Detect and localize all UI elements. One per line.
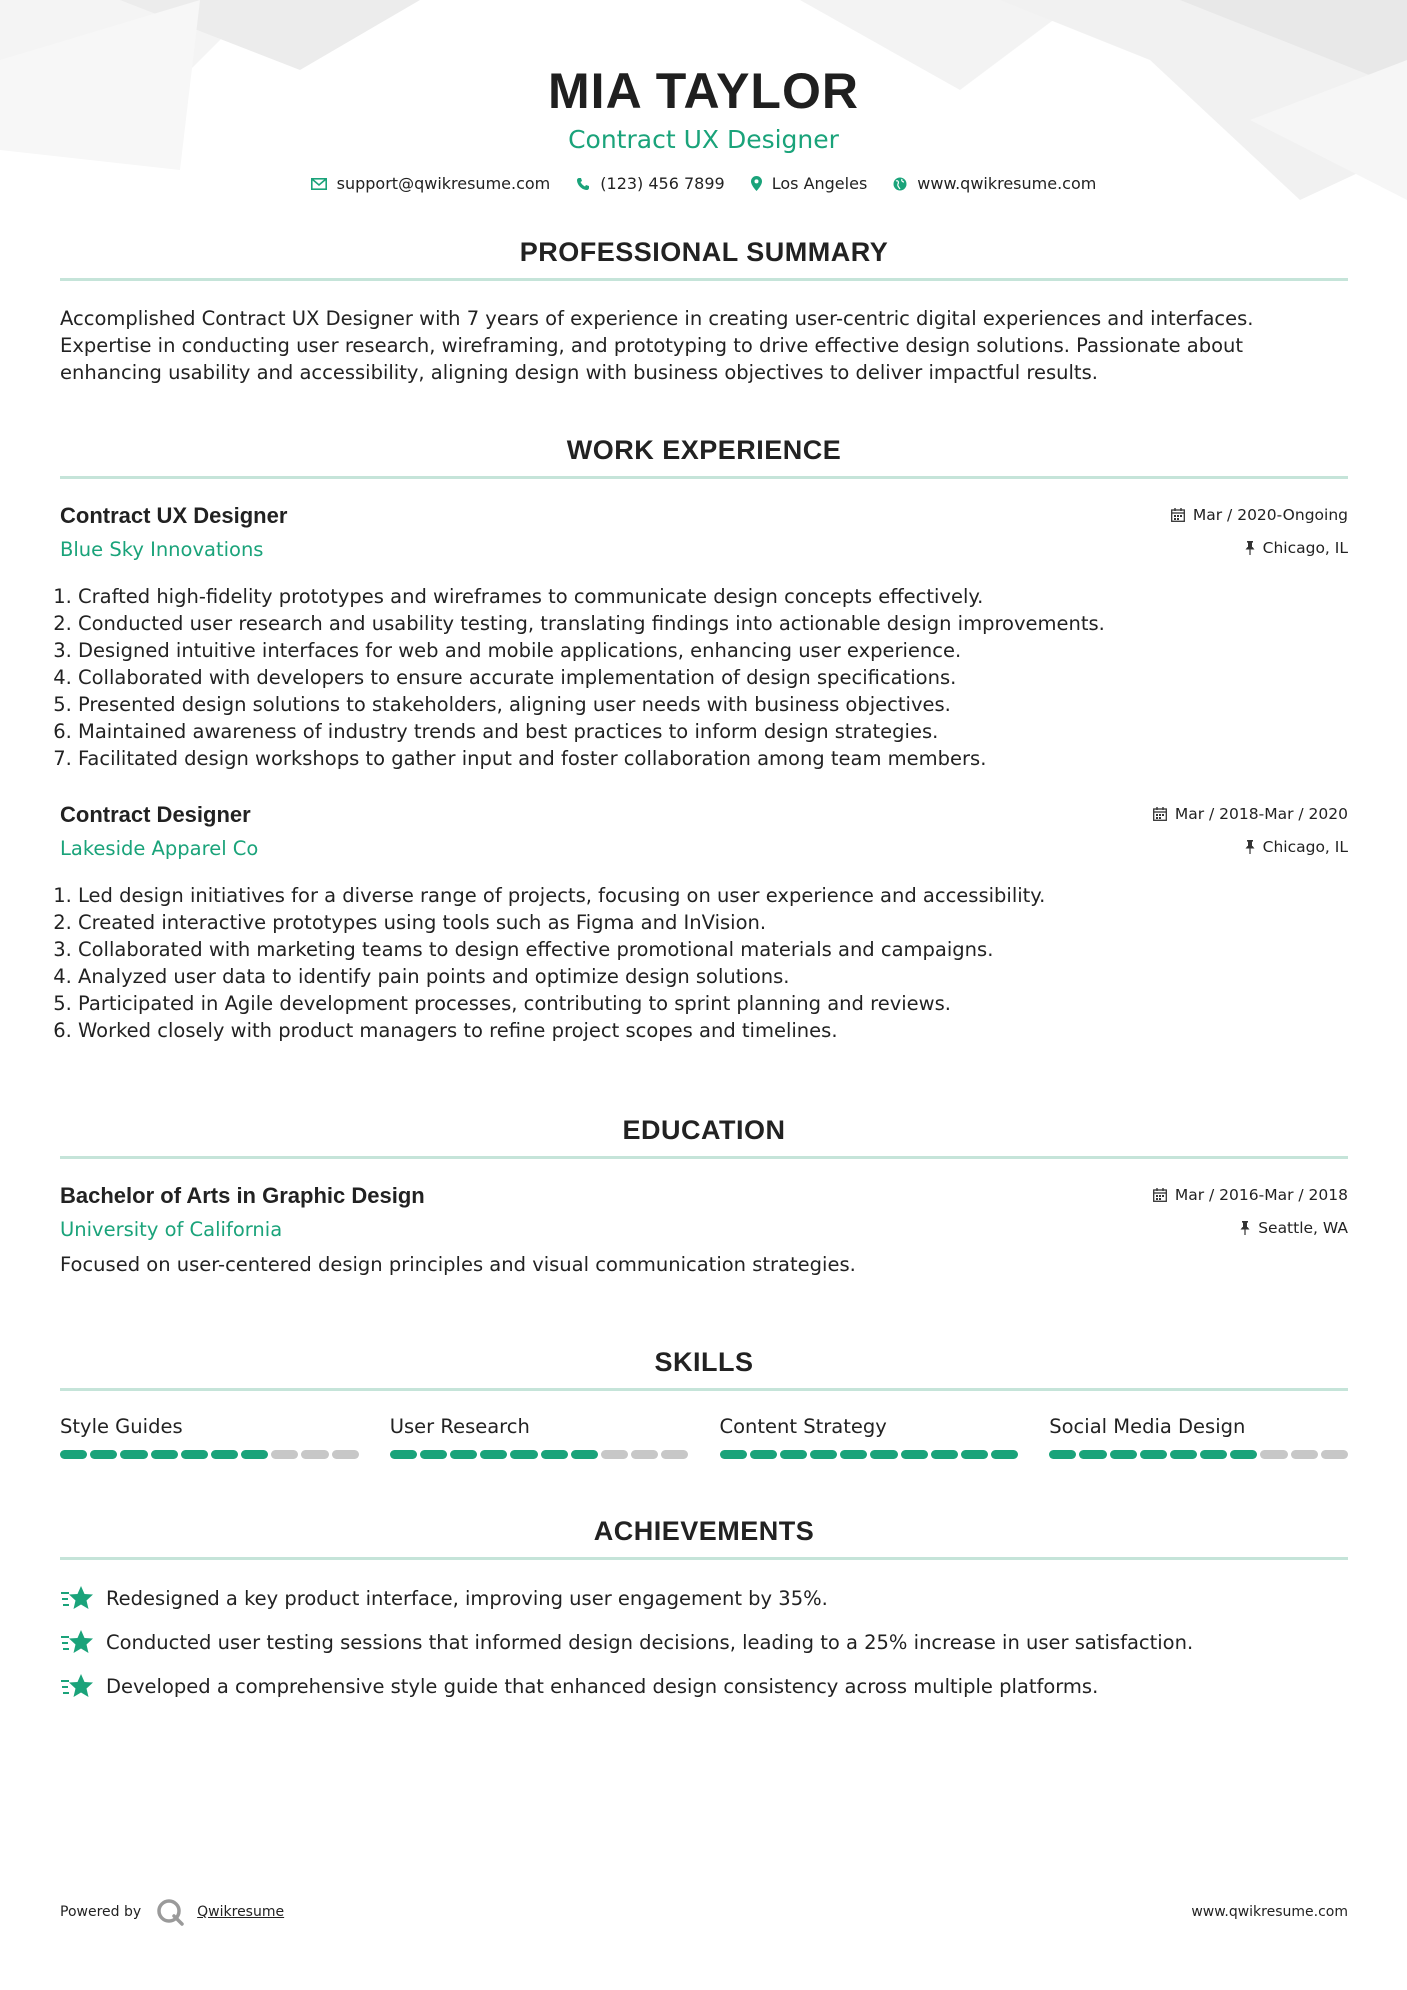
skill-name: Content Strategy — [719, 1415, 887, 1438]
skill-item — [1049, 1415, 1348, 1459]
skill-level-segment — [1079, 1450, 1106, 1459]
list-item: 4. Analyzed user data to identify pain points and optimize design solutions. — [78, 963, 1348, 990]
phone-text: (123) 456 7899 — [600, 174, 725, 193]
skill-level-segment — [991, 1450, 1018, 1459]
achievements-heading: ACHIEVEMENTS — [60, 1516, 1348, 1560]
skill-level-segment — [480, 1450, 507, 1459]
skill-level-segment — [1049, 1450, 1076, 1459]
skill-level-segment — [631, 1450, 658, 1459]
job-company: Blue Sky Innovations — [60, 538, 264, 561]
contact-email[interactable] — [311, 174, 551, 193]
job-company: Lakeside Apparel Co — [60, 837, 259, 860]
list-item: 7. Facilitated design workshops to gather input and foster collaboration among team members. — [78, 745, 1348, 772]
list-item: 5. Presented design solutions to stakeholders, aligning user needs with business objectives. — [78, 691, 1348, 718]
skill-level-segment — [541, 1450, 568, 1459]
list-item: 1. Crafted high-fidelity prototypes and wireframes to communicate design concepts effectively. — [78, 583, 1348, 610]
skill-level-segment — [1321, 1450, 1348, 1459]
candidate-role: Contract UX Designer — [568, 125, 839, 154]
star-badge-icon — [60, 1584, 94, 1612]
globe-icon — [893, 177, 907, 191]
achievement-item — [60, 1664, 1348, 1708]
skills-section — [60, 1347, 1348, 1459]
job-location: Chicago, IL — [1262, 838, 1348, 856]
calendar-icon — [1171, 508, 1185, 522]
achievement-list — [60, 1576, 1348, 1708]
skill-level-segment — [120, 1450, 147, 1459]
page-footer — [60, 1897, 1348, 1927]
list-item: 2. Conducted user research and usability testing, translating findings into actionable design improvements. — [78, 610, 1348, 637]
education-meta — [1153, 1183, 1348, 1240]
pushpin-icon — [1245, 840, 1255, 854]
skill-level-segment — [241, 1450, 268, 1459]
skill-level-segment — [271, 1450, 298, 1459]
skill-name: Social Media Design — [1049, 1415, 1246, 1438]
list-item: 3. Designed intuitive interfaces for web and mobile applications, enhancing user experience. — [78, 637, 1348, 664]
powered-by-label: Powered by — [60, 1904, 142, 1920]
skill-level-segment — [1230, 1450, 1257, 1459]
job-dates: Mar / 2018-Mar / 2020 — [1174, 805, 1348, 823]
skill-name: User Research — [389, 1415, 530, 1438]
list-item: 3. Collaborated with marketing teams to design effective promotional materials and campaigns. — [78, 936, 1348, 963]
summary-heading: PROFESSIONAL SUMMARY — [60, 237, 1348, 281]
candidate-name: MIA TAYLOR — [548, 63, 859, 119]
location-text: Los Angeles — [771, 174, 868, 193]
experience-heading: WORK EXPERIENCE — [60, 435, 1348, 479]
footer-website[interactable]: www.qwikresume.com — [1191, 1904, 1348, 1920]
contact-bar — [0, 174, 1407, 193]
skills-heading: SKILLS — [60, 1347, 1348, 1391]
skill-level-segment — [901, 1450, 928, 1459]
skill-item — [390, 1415, 689, 1459]
skill-level-bar — [1049, 1450, 1348, 1459]
skill-item — [720, 1415, 1019, 1459]
education-location: Seattle, WA — [1258, 1219, 1348, 1237]
education-section — [60, 1115, 1348, 1276]
skill-level-segment — [810, 1450, 837, 1459]
education-heading: EDUCATION — [60, 1115, 1348, 1159]
qwikresume-logo-icon — [155, 1897, 185, 1927]
powered-by — [60, 1897, 284, 1927]
skill-level-bar — [390, 1450, 689, 1459]
skill-level-segment — [961, 1450, 988, 1459]
skill-level-segment — [1260, 1450, 1287, 1459]
skill-level-segment — [450, 1450, 477, 1459]
pushpin-icon — [1240, 1221, 1250, 1235]
star-badge-icon — [60, 1672, 94, 1700]
skill-level-segment — [151, 1450, 178, 1459]
skill-level-segment — [601, 1450, 628, 1459]
skill-level-segment — [1110, 1450, 1137, 1459]
calendar-icon — [1153, 807, 1167, 821]
email-text: support@qwikresume.com — [336, 174, 551, 193]
website-text: www.qwikresume.com — [917, 174, 1097, 193]
list-item: 2. Created interactive prototypes using tools such as Figma and InVision. — [78, 909, 1348, 936]
school-name: University of California — [60, 1218, 283, 1241]
skill-level-segment — [510, 1450, 537, 1459]
skill-level-segment — [301, 1450, 328, 1459]
job-title: Contract Designer — [60, 802, 251, 827]
education-entry — [60, 1183, 1348, 1276]
skill-level-segment — [1140, 1450, 1167, 1459]
job-entry — [60, 802, 1348, 1044]
job-location: Chicago, IL — [1262, 539, 1348, 557]
education-dates: Mar / 2016-Mar / 2018 — [1174, 1186, 1348, 1204]
skill-item — [60, 1415, 359, 1459]
achievement-text: Redesigned a key product interface, improving user engagement by 35%. — [106, 1586, 828, 1610]
brand-link[interactable]: Qwikresume — [197, 1904, 285, 1920]
skill-level-segment — [750, 1450, 777, 1459]
skill-level-segment — [390, 1450, 417, 1459]
summary-section — [60, 237, 1348, 386]
envelope-icon — [311, 178, 327, 190]
list-item: 5. Participated in Agile development processes, contributing to sprint planning and reviews. — [78, 990, 1348, 1017]
skill-level-segment — [332, 1450, 359, 1459]
pushpin-icon — [1245, 541, 1255, 555]
skill-level-segment — [720, 1450, 747, 1459]
contact-website[interactable] — [893, 174, 1096, 193]
skill-level-segment — [780, 1450, 807, 1459]
phone-icon — [576, 177, 590, 191]
list-item: 6. Worked closely with product managers to refine project scopes and timelines. — [78, 1017, 1348, 1044]
achievement-text: Developed a comprehensive style guide that enhanced design consistency across multiple platforms. — [106, 1674, 1099, 1698]
map-pin-icon — [751, 176, 762, 191]
summary-text: Accomplished Contract UX Designer with 7 years of experience in creating user-centric digital experiences and interfaces. Expertise in conducting user research, wireframing, and prototyping to drive effective design solutions. Passionate about enhancing usability and accessibility, aligning design with business objectives to deliver impactful results. — [60, 307, 1254, 384]
skill-level-segment — [211, 1450, 238, 1459]
star-badge-icon — [60, 1628, 94, 1656]
achievement-item — [60, 1620, 1348, 1664]
achievement-text: Conducted user testing sessions that informed design decisions, leading to a 25% increase in user satisfaction. — [106, 1630, 1194, 1654]
degree-title: Bachelor of Arts in Graphic Design — [60, 1183, 425, 1208]
skill-name: Style Guides — [60, 1415, 183, 1438]
contact-location — [751, 174, 868, 193]
calendar-icon — [1153, 1188, 1167, 1202]
resume-header — [0, 0, 1407, 193]
achievements-section — [60, 1516, 1348, 1708]
skill-level-segment — [90, 1450, 117, 1459]
skill-level-segment — [840, 1450, 867, 1459]
skill-level-segment — [181, 1450, 208, 1459]
list-item: 4. Collaborated with developers to ensure accurate implementation of design specifications. — [78, 664, 1348, 691]
skill-level-segment — [931, 1450, 958, 1459]
job-title: Contract UX Designer — [60, 503, 288, 528]
duty-list — [60, 583, 1348, 772]
job-meta — [1153, 802, 1348, 859]
skill-level-segment — [661, 1450, 688, 1459]
skill-level-segment — [571, 1450, 598, 1459]
skill-level-segment — [1291, 1450, 1318, 1459]
skill-level-segment — [1200, 1450, 1227, 1459]
skill-level-segment — [1170, 1450, 1197, 1459]
education-description: Focused on user-centered design principles and visual communication strategies. — [60, 1253, 856, 1276]
achievement-item — [60, 1576, 1348, 1620]
experience-section — [60, 435, 1348, 1044]
skill-level-segment — [420, 1450, 447, 1459]
duty-list — [60, 882, 1348, 1044]
skills-grid — [60, 1415, 1348, 1459]
list-item: 6. Maintained awareness of industry trends and best practices to inform design strategies. — [78, 718, 1348, 745]
skill-level-segment — [60, 1450, 87, 1459]
list-item: 1. Led design initiatives for a diverse range of projects, focusing on user experience and accessibility. — [78, 882, 1348, 909]
job-meta — [1171, 503, 1348, 560]
job-dates: Mar / 2020-Ongoing — [1192, 506, 1348, 524]
skill-level-bar — [720, 1450, 1019, 1459]
skill-level-segment — [870, 1450, 897, 1459]
skill-level-bar — [60, 1450, 359, 1459]
job-entry — [60, 503, 1348, 772]
contact-phone[interactable] — [576, 174, 724, 193]
